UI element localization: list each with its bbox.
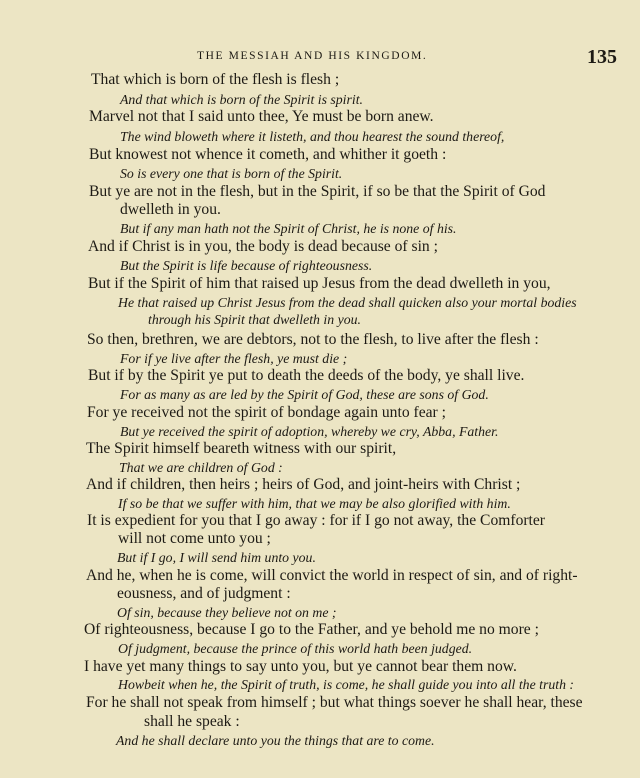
verse-line: And he shall declare unto you the things that are to come. (116, 733, 435, 748)
verse-line: Howbeit when he, the Spirit of truth, is come, he shall guide you into all the truth : (118, 677, 575, 692)
verse-line: Marvel not that I said unto thee, Ye must be born anew. (89, 108, 434, 125)
verse-line: shall he speak : (144, 713, 240, 730)
verse-line: But ye are not in the flesh, but in the Spirit, if so be that the Spirit of God (89, 183, 546, 200)
verse-line: And he, when he is come, will convict the world in respect of sin, and of right- (86, 567, 578, 584)
verse-line: So is every one that is born of the Spirit. (120, 166, 343, 181)
page-number: 135 (587, 46, 617, 68)
running-title: THE MESSIAH AND HIS KINGDOM. (197, 50, 428, 62)
verse-line: He that raised up Christ Jesus from the dead shall quicken also your mortal bodies (118, 295, 577, 310)
page-header (0, 46, 640, 68)
verse-line: through his Spirit that dwelleth in you. (148, 312, 361, 327)
verse-line: For he shall not speak from himself ; but what things soever he shall hear, these (86, 694, 583, 711)
verse-line: dwelleth in you. (120, 201, 221, 218)
verse-line: That which is born of the flesh is flesh ; (91, 71, 340, 88)
verse-line: For if ye live after the flesh, ye must die ; (120, 351, 348, 366)
verse-line: Of sin, because they believe not on me ; (117, 605, 337, 620)
verse-line: And that which is born of the Spirit is spirit. (120, 92, 363, 107)
verse-line: The Spirit himself beareth witness with our spirit, (86, 440, 397, 457)
verse-line: The wind bloweth where it listeth, and thou hearest the sound thereof, (120, 129, 505, 144)
verse-line: But knowest not whence it cometh, and whither it goeth : (89, 146, 447, 163)
verse-line: That we are children of God : (119, 460, 283, 475)
verse-line: But if by the Spirit ye put to death the deeds of the body, ye shall live. (88, 367, 525, 384)
verse-line: But if the Spirit of him that raised up Jesus from the dead dwelleth in you, (88, 275, 551, 292)
verse-line: But the Spirit is life because of righteousness. (120, 258, 373, 273)
verse-line: I have yet many things to say unto you, but ye cannot bear them now. (84, 658, 517, 675)
verse-line: For as many as are led by the Spirit of God, these are sons of God. (120, 387, 489, 402)
verse-line: will not come unto you ; (118, 530, 271, 547)
verse-line: If so be that we suffer with him, that we may be also glorified with him. (118, 496, 511, 511)
verse-line: It is expedient for you that I go away : for if I go not away, the Comforter (87, 512, 546, 529)
verse-line: And if Christ is in you, the body is dead because of sin ; (88, 238, 438, 255)
verse-line: But if any man hath not the Spirit of Christ, he is none of his. (120, 221, 457, 236)
verse-line: But ye received the spirit of adoption, whereby we cry, Abba, Father. (120, 424, 499, 439)
verse-line: And if children, then heirs ; heirs of God, and joint-heirs with Christ ; (86, 476, 521, 493)
verse-line: But if I go, I will send him unto you. (117, 550, 316, 565)
verse-line: eousness, and of judgment : (117, 585, 291, 602)
verse-line: Of righteousness, because I go to the Father, and ye behold me no more ; (84, 621, 539, 638)
verse-line: Of judgment, because the prince of this world hath been judged. (118, 641, 473, 656)
verse-line: So then, brethren, we are debtors, not to the flesh, to live after the flesh : (87, 331, 539, 348)
verse-line: For ye received not the spirit of bondage again unto fear ; (87, 404, 446, 421)
